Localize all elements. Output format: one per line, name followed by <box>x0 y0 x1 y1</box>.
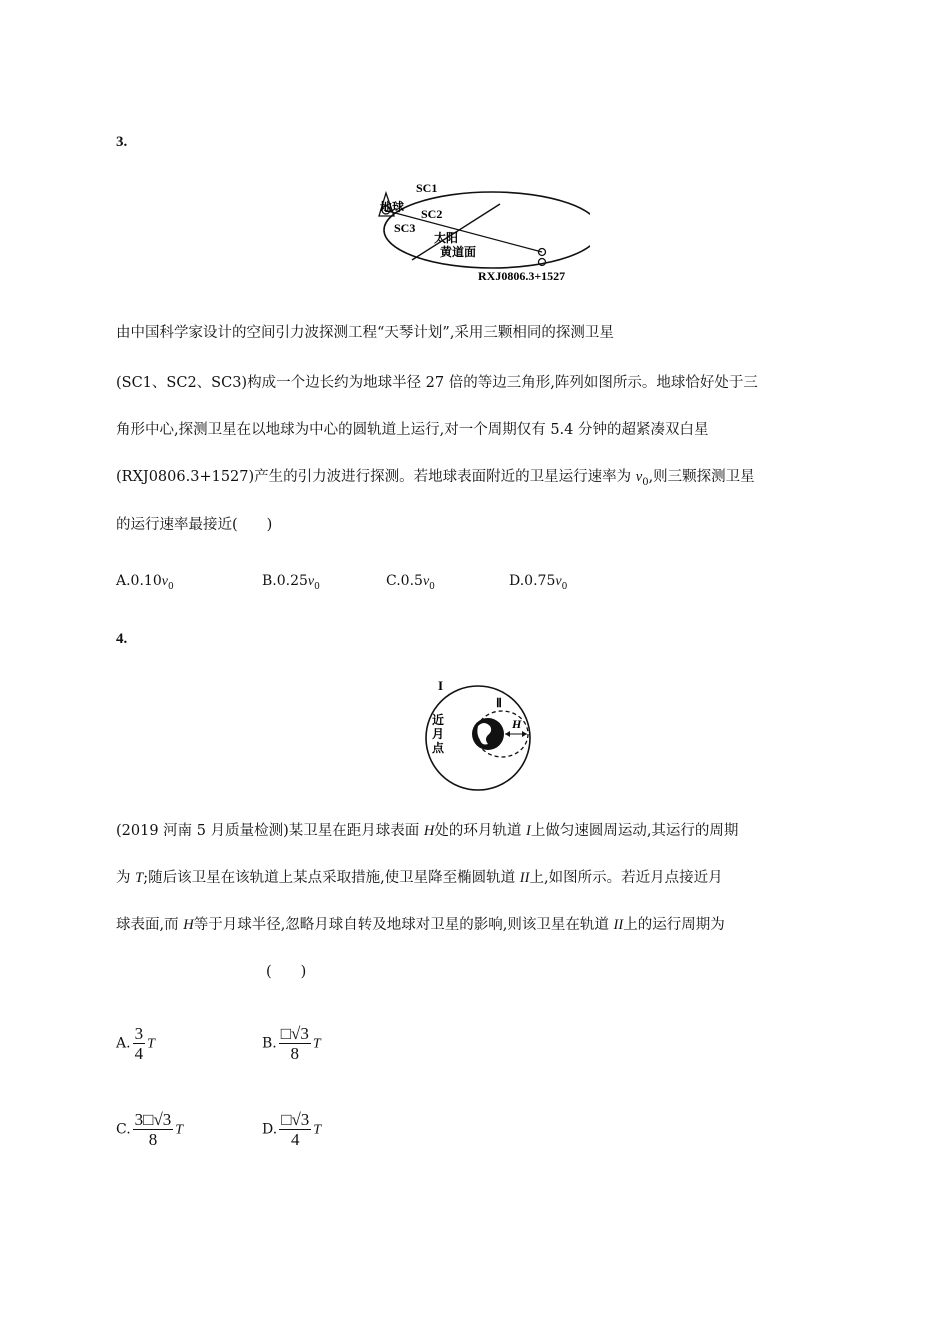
q3-line-4 <box>116 467 755 493</box>
var-orbit-1: I <box>525 823 531 839</box>
option-sub: 0 <box>314 581 320 592</box>
option-fraction <box>133 1024 146 1063</box>
option-var: T <box>175 1122 184 1138</box>
text: 等于月球半径,忽略月球自转及地球对卫星的影响,则该卫星在轨道 <box>193 917 614 933</box>
option-var: T <box>313 1122 322 1138</box>
text: 为 <box>116 870 136 886</box>
option-fraction <box>279 1110 311 1149</box>
q4-answer-paren: ( ) <box>266 964 307 980</box>
label-orbit-2: Ⅱ <box>496 696 502 710</box>
option-label: B.0.25 <box>262 573 308 589</box>
label-sc3: SC3 <box>394 221 416 235</box>
q3-option-d[interactable] <box>509 573 567 592</box>
text: 球表面,而 <box>116 917 184 933</box>
text: ;随后该卫星在该轨道上某点采取措施,使卫星降至椭圆轨道 <box>143 870 520 886</box>
q4-option-c[interactable] <box>116 1110 183 1149</box>
var-h: H <box>183 917 194 933</box>
label-earth: 地球 <box>380 200 405 214</box>
label-perilune-1: 近 <box>432 713 445 727</box>
q3-line-4-v: v <box>635 469 643 485</box>
option-label: D. <box>262 1121 278 1138</box>
numerator: 3 <box>134 1024 144 1043</box>
numerator: □√3 <box>280 1024 309 1043</box>
option-var: v <box>422 574 430 589</box>
option-sub: 0 <box>561 581 568 592</box>
option-fraction <box>133 1110 174 1149</box>
height-arrow-head-right <box>522 731 527 737</box>
option-var: T <box>147 1036 155 1052</box>
label-perilune-3: 点 <box>432 741 445 755</box>
text: 处的环月轨道 <box>434 823 526 839</box>
option-label: B. <box>262 1035 277 1052</box>
q4-line-1 <box>116 821 738 841</box>
label-perilune-2: 月 <box>432 727 445 741</box>
q3-line-5: 的运行速率最接近( ) <box>116 517 273 533</box>
var-h: H <box>423 823 435 839</box>
q3-line-2: (SC1、SC2、SC3)构成一个边长约为地球半径 27 倍的等边三角形,阵列如图所示。地球恰好处于三 <box>116 375 758 391</box>
text: 上,如图所示。若近月点接近月 <box>529 870 723 886</box>
option-var: T <box>312 1036 321 1052</box>
q3-line-4-text: (RXJ0806.3+1527)产生的引力波进行探测。若地球表面附近的卫星运行速率为 <box>116 469 636 485</box>
denominator: 8 <box>290 1044 300 1063</box>
height-arrow-head-left <box>505 731 510 737</box>
q3-line-4-tail: ,则三颗探测卫星 <box>648 469 755 485</box>
q3-option-a[interactable] <box>116 573 174 592</box>
q3-option-c[interactable] <box>386 573 435 592</box>
label-sc1: SC1 <box>416 181 438 195</box>
option-var: v <box>307 574 315 589</box>
option-label: D.0.75 <box>509 573 556 589</box>
numerator: □√3 <box>281 1110 310 1129</box>
q3-line-4-sub: 0 <box>642 476 649 488</box>
option-label: C.0.5 <box>386 573 423 589</box>
q4-line-2 <box>116 868 723 888</box>
option-sub: 0 <box>167 581 174 592</box>
question-3-number: 3. <box>116 134 128 150</box>
label-source: RXJ0806.3+1527 <box>478 269 566 283</box>
denominator: 4 <box>134 1044 144 1063</box>
var-t: T <box>135 870 144 886</box>
label-ecliptic: 黄道面 <box>440 245 477 259</box>
label-height: H <box>512 717 522 731</box>
q3-option-b[interactable] <box>262 573 320 592</box>
q4-option-a[interactable] <box>116 1024 155 1063</box>
label-orbit-1: I <box>438 678 444 693</box>
q4-figure-lunar-orbits <box>416 676 540 794</box>
q4-line-3 <box>116 915 725 935</box>
var-orbit-2: II <box>613 917 624 933</box>
q4-option-b[interactable] <box>262 1024 321 1063</box>
option-var: v <box>161 574 168 589</box>
option-label: C. <box>116 1121 131 1138</box>
q3-line-3: 角形中心,探测卫星在以地球为中心的圆轨道上运行,对一个周期仅有 5.4 分钟的超紧凑双白星 <box>116 422 709 438</box>
label-sc2: SC2 <box>421 207 443 221</box>
question-4-number: 4. <box>116 631 128 647</box>
numerator: 3□√3 <box>134 1110 172 1129</box>
q3-figure-satellite-array <box>370 176 590 288</box>
denominator: 4 <box>290 1130 300 1149</box>
denominator: 8 <box>148 1130 158 1149</box>
option-fraction <box>279 1024 311 1063</box>
text: 上做匀速圆周运动,其运行的周期 <box>530 823 739 839</box>
option-label: A.0.10 <box>116 573 162 589</box>
option-label: A. <box>116 1035 131 1052</box>
option-sub: 0 <box>429 581 435 592</box>
q4-option-d[interactable] <box>262 1110 321 1149</box>
var-orbit-2: II <box>519 870 530 886</box>
q3-line-1: 由中国科学家设计的空间引力波探测工程“天琴计划”,采用三颗相同的探测卫星 <box>116 325 614 341</box>
label-sun: 太阳 <box>434 231 459 245</box>
option-var: v <box>555 574 562 589</box>
text: 上的运行周期为 <box>623 917 725 933</box>
text: (2019 河南 5 月质量检测)某卫星在距月球表面 <box>116 823 424 839</box>
